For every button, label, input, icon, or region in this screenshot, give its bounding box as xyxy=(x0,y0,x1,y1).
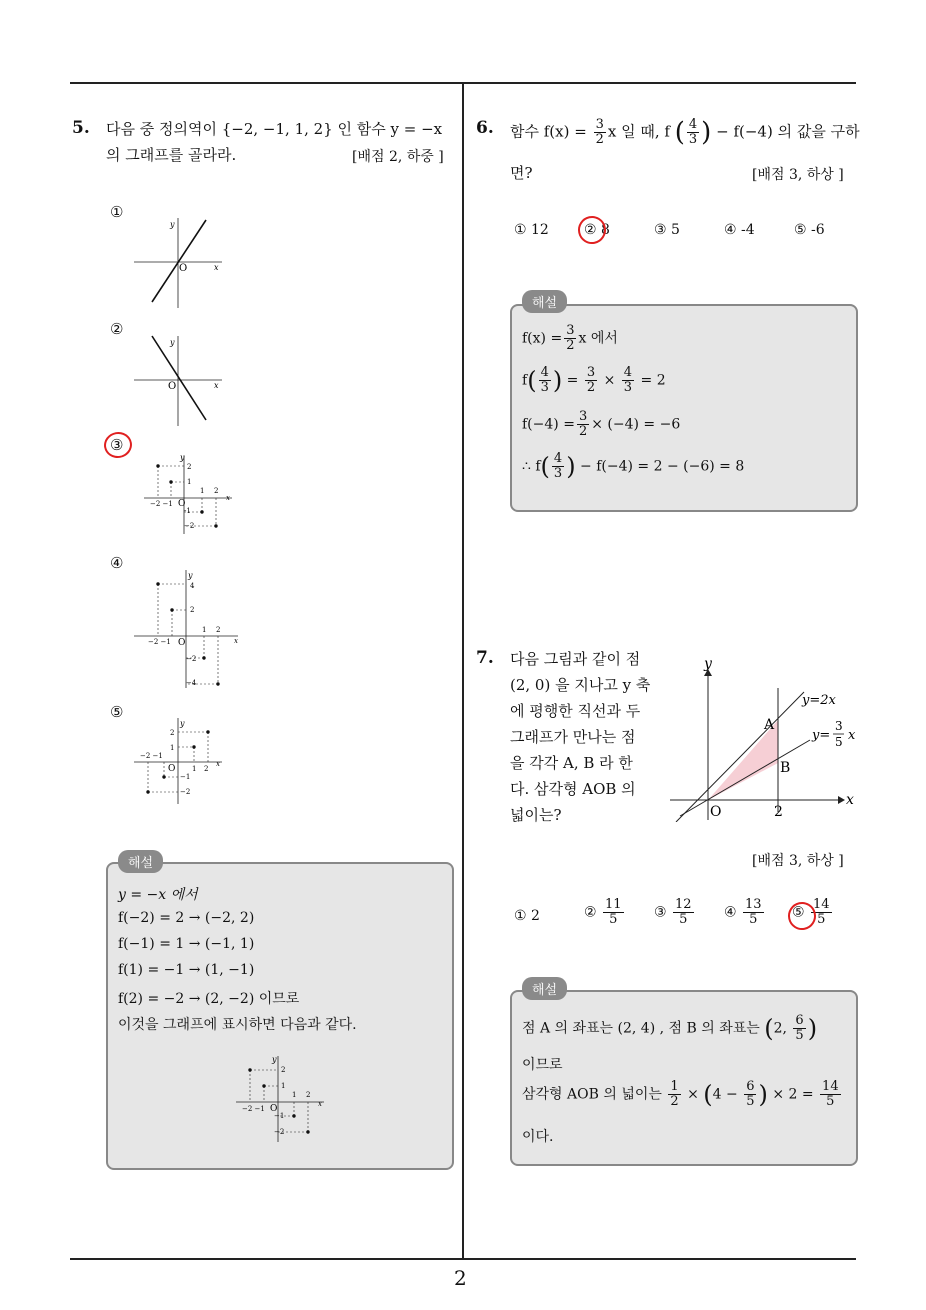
q6-solution-tag: 해설 xyxy=(522,290,567,313)
q6-choice-4[interactable]: ④ -4 xyxy=(724,222,755,238)
svg-text:−2: −2 xyxy=(186,655,197,663)
sg-y-label: y xyxy=(272,1055,277,1064)
svg-text:2: 2 xyxy=(187,463,192,471)
svg-text:−2 −1: −2 −1 xyxy=(242,1105,265,1113)
svg-text:1: 1 xyxy=(292,1091,297,1099)
page-number: 2 xyxy=(454,1266,467,1290)
sg-origin: O xyxy=(270,1104,278,1114)
q7-stem-line4: 그래프가 만나는 점 xyxy=(510,728,636,746)
q6-number: 6. xyxy=(476,118,494,138)
g3-y-label: y xyxy=(180,453,185,462)
q6-sol-line-3: f(−4) = $\frac{3}{2}$ × (−4) = −6 xyxy=(522,409,681,439)
q7-graph-line1: y=2x xyxy=(802,693,836,708)
svg-text:−1: −1 xyxy=(274,1112,285,1120)
svg-text:1: 1 xyxy=(187,478,192,486)
g2-origin: O xyxy=(168,381,177,392)
q5-sol-line-4: f(1) = −1 → (1, −1) xyxy=(118,962,255,978)
q7-stem-line5: 을 각각 A, B 라 한 xyxy=(510,754,633,772)
q7-graph-tick: 2 xyxy=(774,804,783,820)
q7-graph-point-a: A xyxy=(764,717,775,733)
q7-graph-x: x xyxy=(846,792,854,808)
g2-y-label: y xyxy=(170,338,175,347)
q7-graph-line2-suffix: x xyxy=(848,728,856,743)
q5-stem-line1: 다음 중 정의역이 {−2, −1, 1, 2} 인 함수 y = −x xyxy=(106,120,443,138)
svg-text:2: 2 xyxy=(204,765,209,773)
g5-x-label: x xyxy=(216,760,220,768)
svg-text:−2 −1: −2 −1 xyxy=(140,752,163,760)
q5-number: 5. xyxy=(72,118,90,138)
q5-option-1[interactable]: ① xyxy=(110,203,124,221)
q7-stem-line1: 다음 그림과 같이 점 xyxy=(510,650,641,668)
q6-choice-2[interactable]: ② 8 xyxy=(584,222,610,238)
q5-option-3[interactable]: ③ xyxy=(110,436,124,454)
q5-option-5[interactable]: ⑤ xyxy=(110,703,124,721)
q7-graph-origin: O xyxy=(710,804,722,820)
q5-solution-tag: 해설 xyxy=(118,850,163,873)
svg-text:2: 2 xyxy=(214,487,219,495)
q5-sol-line-6: 이것을 그래프에 표시하면 다음과 같다. xyxy=(118,1017,357,1033)
svg-text:2: 2 xyxy=(170,729,175,737)
q7-sol-line-1: 점 A 의 좌표는 (2, 4) , 점 B 의 좌표는 (2, $\frac{6}{5}$ ) xyxy=(522,1013,818,1043)
svg-text:-1: -1 xyxy=(184,507,191,515)
sg-x-label: x xyxy=(318,1100,322,1108)
q6-stem-line2: 면? xyxy=(510,164,533,182)
bottom-rule xyxy=(70,1258,856,1260)
g4-origin: O xyxy=(178,638,186,648)
q5-answer-circle xyxy=(102,430,134,460)
q5-sol-line-5: f(2) = −2 → (2, −2) 이므로 xyxy=(118,991,300,1007)
g3-origin: O xyxy=(178,499,186,509)
svg-text:−1: −1 xyxy=(180,773,191,781)
q7-stem-line6: 다. 삼각형 AOB 의 xyxy=(510,780,636,798)
q7-graph xyxy=(660,652,860,822)
g5-origin: O xyxy=(168,764,176,774)
q5-sol-line-2: f(−2) = 2 → (−2, 2) xyxy=(118,910,255,926)
q6-answer-circle xyxy=(575,213,608,246)
q7-graph-line2-prefix: y= xyxy=(812,728,831,743)
svg-text:−2 −1: −2 −1 xyxy=(148,638,171,646)
q6-choice-5[interactable]: ⑤ -6 xyxy=(794,222,825,238)
svg-text:1: 1 xyxy=(281,1082,286,1090)
q5-option-4[interactable]: ④ xyxy=(110,554,124,572)
q5-option-2[interactable]: ② xyxy=(110,320,124,338)
q7-choice-4[interactable]: ④ $\frac{13}{5}$ xyxy=(724,897,762,927)
g4-y-label: y xyxy=(188,571,193,580)
q5-graph-2 xyxy=(130,330,230,430)
q7-sol-line-3: 삼각형 AOB 의 넓이는 $\frac{1}{2}$ × (4 − $\frac{6}{5}$ ) × 2 = $\frac{14}{5}$ xyxy=(522,1079,839,1109)
q7-graph-point-b: B xyxy=(780,760,791,776)
q5-graph-4 xyxy=(130,566,246,690)
svg-text:1: 1 xyxy=(200,487,205,495)
q5-graph-5 xyxy=(130,716,230,806)
q7-solution-tag: 해설 xyxy=(522,977,567,1000)
g3-x-label: x xyxy=(226,494,230,502)
q6-sol-line-2: f( $\frac{4}{3}$ ) = $\frac{3}{2}$ × $\frac{4}{3}$ = 2 xyxy=(522,365,666,395)
q7-graph-line2-num: 3 xyxy=(835,719,843,733)
q6-sol-line-1: f(x) = $\frac{3}{2}$ x 에서 xyxy=(522,323,618,353)
q5-graph-1 xyxy=(130,210,230,310)
svg-text:−2: −2 xyxy=(274,1128,285,1136)
q7-choice-1[interactable]: ① 2 xyxy=(514,908,540,924)
q7-choice-3[interactable]: ③ $\frac{12}{5}$ xyxy=(654,897,692,927)
q7-choice-2[interactable]: ② $\frac{11}{5}$ xyxy=(584,897,622,927)
q7-sol-line-2: 이므로 xyxy=(522,1057,563,1073)
svg-text:2: 2 xyxy=(190,606,195,614)
q6-meta: [배점 3, 하상 ] xyxy=(752,167,844,183)
svg-text:1: 1 xyxy=(192,765,197,773)
q7-sol-line-4: 이다. xyxy=(522,1129,554,1145)
q7-stem-line3: 에 평행한 직선과 두 xyxy=(510,702,641,720)
q7-choice-5[interactable]: ⑤ $\frac{14}{5}$ xyxy=(792,897,830,927)
q5-sol-line-3: f(−1) = 1 → (−1, 1) xyxy=(118,936,255,952)
g5-y-label: y xyxy=(180,719,185,728)
q5-solution-graph xyxy=(232,1052,332,1144)
svg-text:1: 1 xyxy=(170,744,175,752)
svg-text:−2: −2 xyxy=(180,788,191,796)
q5-sol-line-1: y = −x 에서 xyxy=(118,887,198,903)
q7-graph-line2-den: 5 xyxy=(835,735,843,749)
q7-stem-line7: 넓이는? xyxy=(510,806,562,824)
q5-graph-3 xyxy=(140,450,240,536)
q6-choice-1[interactable]: ① 12 xyxy=(514,222,549,238)
q7-graph-y: y xyxy=(704,656,712,672)
q5-meta: [배점 2, 하중 ] xyxy=(352,149,444,165)
q7-meta: [배점 3, 하상 ] xyxy=(752,853,844,869)
q6-stem-line1: 함수 f(x) = $\frac{3}{2}$ x 일 때, f ( $\frac{4}{3}$ ) − f(−4) 의 값을 구하 xyxy=(510,117,860,148)
g1-x-label: x xyxy=(214,263,219,272)
svg-text:4: 4 xyxy=(190,582,195,590)
svg-text:1: 1 xyxy=(202,626,207,634)
g2-x-label: x xyxy=(214,381,219,390)
svg-text:2: 2 xyxy=(216,626,221,634)
q7-number: 7. xyxy=(476,648,494,668)
svg-text:−2: −2 xyxy=(184,522,195,530)
svg-text:−4: −4 xyxy=(186,679,197,687)
svg-text:−2 −1: −2 −1 xyxy=(150,500,173,508)
q6-sol-line-4: ∴ f( $\frac{4}{3}$ ) − f(−4) = 2 − (−6) = 8 xyxy=(522,451,745,481)
q6-choice-3[interactable]: ③ 5 xyxy=(654,222,680,238)
g1-origin: O xyxy=(179,263,188,274)
q5-stem-line2: 의 그래프를 골라라. xyxy=(106,146,237,164)
svg-text:2: 2 xyxy=(281,1066,286,1074)
column-divider xyxy=(462,82,464,1260)
q7-stem-line2: (2, 0) 을 지나고 y 축 xyxy=(510,676,651,694)
g1-y-label: y xyxy=(170,220,175,229)
svg-text:2: 2 xyxy=(306,1091,311,1099)
g4-x-label: x xyxy=(234,637,238,645)
